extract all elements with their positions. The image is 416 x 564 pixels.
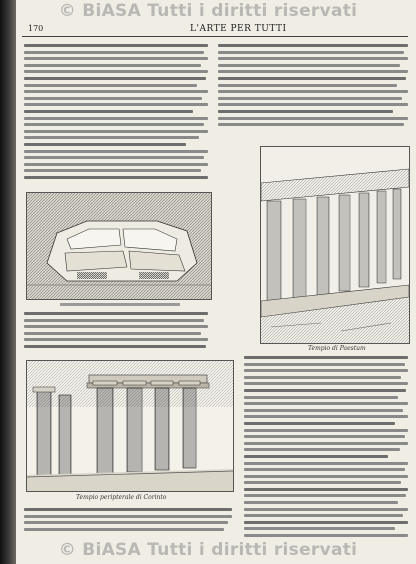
left-column-text-middle [24,312,208,352]
text-line [24,338,208,341]
text-line [24,123,204,126]
text-line [24,103,208,106]
text-line [218,77,406,80]
watermark-bottom: © BiASA Tutti i diritti riservati [58,540,358,560]
watermark-top: © BiASA Tutti i diritti riservati [58,1,358,21]
text-line [24,90,208,93]
text-line [24,528,224,531]
text-line [244,356,408,359]
right-column-text-top [218,44,408,130]
text-line [24,521,228,524]
left-column-text-bottom [24,508,232,534]
text-line [218,103,408,106]
text-line [218,44,408,47]
text-line [218,70,408,73]
text-line [218,90,408,93]
text-line [24,64,201,67]
text-line [244,494,406,497]
text-line [218,117,408,120]
text-line [24,143,186,146]
text-line [24,345,206,348]
text-line [24,508,232,511]
text-line [244,415,408,418]
book-gutter-shadow [0,0,16,564]
text-line [244,527,395,530]
text-line [244,376,401,379]
text-line [24,57,208,60]
text-line [244,409,403,412]
text-line [244,514,403,517]
text-line [244,396,398,399]
text-line [24,515,232,518]
text-line [24,312,208,315]
corinth-illustration [27,361,233,491]
right-column-text-bottom [244,356,408,541]
running-header: L'ARTE PER TUTTI [190,24,287,34]
text-line [244,455,388,458]
text-line [218,51,404,54]
figure-paestum-temple [260,146,410,344]
text-line [24,136,199,139]
text-line [244,402,408,405]
text-line [24,332,201,335]
text-line [24,77,206,80]
text-line [24,70,208,73]
text-line [218,84,397,87]
text-line [244,389,406,392]
text-line [244,475,408,478]
text-line [24,51,204,54]
text-line [24,130,208,133]
text-line [244,481,401,484]
text-line [218,64,400,67]
text-line [244,521,408,524]
text-line [24,117,208,120]
text-line [244,382,408,385]
ruins-illustration [27,193,211,299]
text-line [24,169,201,172]
text-line [218,123,404,126]
text-line [218,97,402,100]
text-line [244,429,408,432]
caption-mosaic-ruins-placeholder [60,303,180,306]
text-line [244,468,405,471]
text-line [24,97,202,100]
text-line [24,325,208,328]
text-line [244,462,408,465]
text-line [24,110,193,113]
text-line [24,163,208,166]
text-line [244,488,408,491]
text-line [244,501,398,504]
text-line [218,110,393,113]
text-line [244,508,408,511]
paestum-illustration [261,147,409,343]
figure-corinth-temple [26,360,234,492]
text-line [244,534,408,537]
text-line [24,150,208,153]
text-line [244,369,408,372]
header-rule [22,36,408,37]
text-line [24,176,208,179]
text-line [244,448,400,451]
left-column-text-top [24,44,208,182]
text-line [24,44,208,47]
text-line [244,363,405,366]
figure-mosaic-ruins [26,192,212,300]
text-line [244,435,405,438]
text-line [24,84,197,87]
caption-paestum-temple: Tempio di Paestum [308,345,366,352]
text-line [24,156,204,159]
text-line [244,442,408,445]
caption-corinth-temple: Tempio peripterale di Corinto [76,494,167,501]
text-line [218,57,408,60]
text-line [244,422,395,425]
page-number: 170 [28,24,44,33]
text-line [24,319,204,322]
